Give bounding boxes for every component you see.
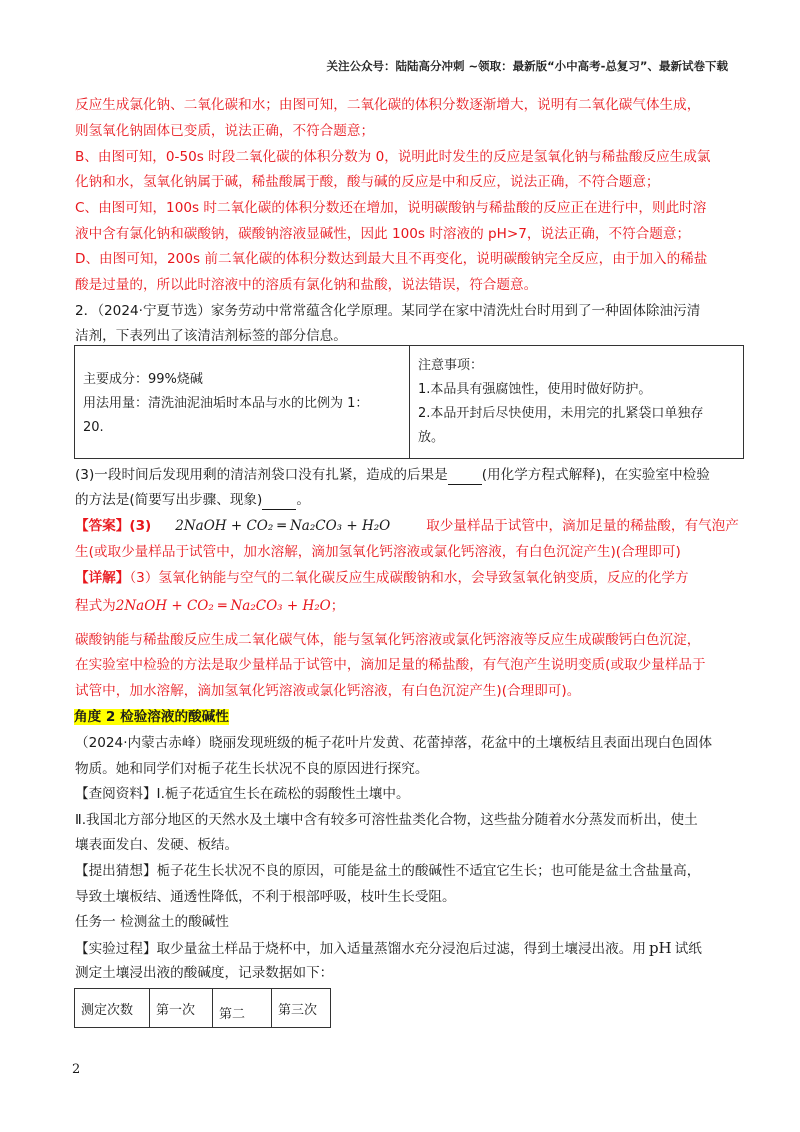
- page-header: 关注公众号：陆陆高分冲刺 ~领取：最新版“小中高考-总复习”、最新试卷下载: [326, 59, 728, 73]
- analysis-option-c: C、由图可知，100s 时二氧化碳的体积分数还在增加，说明碳酸钠与稀盐酸的反应正在进行中，则此时溶: [75, 200, 707, 216]
- detail-line: 【详解】（3）氢氧化钠能与空气的二氧化碳反应生成碳酸钠和水，会导致氢氧化钠变质，反应的化学方: [75, 570, 689, 586]
- question-2-part3: 的方法是(简要写出步骤、现象) 。: [75, 492, 310, 508]
- analysis-option-d: 酸是过量的，所以此时溶液中的溶质有氯化钠和盐酸，说法错误，符合题意。: [75, 277, 538, 293]
- analysis-line: 则氢氧化钠固体已变质，说法正确，不符合题意；: [75, 123, 375, 139]
- analysis-option-d: D、由图可知，200s 前二氧化碳的体积分数达到最大且不再变化，说明碳酸钠完全反应，由于加入的稀盐: [75, 251, 708, 267]
- analysis-option-b: 化钠和水，氢氧化钠属于碱，稀盐酸属于酸，酸与碱的反应是中和反应，说法正确，不符合题意；: [75, 174, 660, 190]
- angle2-guess: 【提出猜想】栀子花生长状况不良的原因，可能是盆土的酸碱性不适宜它生长；也可能是盆土含盐量高，: [75, 863, 701, 879]
- angle2-info: 壤表面发白、发硬、板结。: [75, 837, 239, 853]
- question-2-intro: 洁剂，下表列出了该清洁剂标签的部分信息。: [75, 328, 347, 344]
- detail-line: 程式为2NaOH + CO₂ ═ Na₂CO₃ + H₂O；: [75, 598, 345, 614]
- table-header-cell: 测定次数: [75, 989, 150, 1028]
- detail-line: 碳酸钠能与稀盐酸反应生成二氧化碳气体，能与氢氧化钙溶液或氯化钙溶液等反应生成碳酸钙白色沉淀，: [75, 632, 701, 648]
- question-2-intro: 2．（2024·宁夏节选）家务劳动中常常蕴含化学原理。某同学在家中清洗灶台时用到了一种固体除油污清: [75, 303, 701, 319]
- answer-line: 生(或取少量样品于试管中，加水溶解，滴加氢氧化钙溶液或氯化钙溶液，有白色沉淀产生)(合理即可): [75, 544, 681, 560]
- angle2-guess: 导致土壤板结、通透性降低，不利于根部呼吸，枝叶生长受阻。: [75, 889, 456, 905]
- question-2-part3: (3)一段时间后发现用剩的清洁剂袋口没有扎紧，造成的后果是 (用化学方程式解释)，在实验室中检验: [75, 467, 710, 483]
- angle2-info: 【查阅资料】Ⅰ.栀子花适宜生长在疏松的弱酸性土壤中。: [75, 786, 410, 802]
- analysis-line: 反应生成氯化钠、二氧化碳和水；由图可知，二氧化碳的体积分数逐渐增大，说明有二氧化碳气体生成，: [75, 97, 701, 113]
- answer-tag: 【答案】: [75, 518, 130, 534]
- table-header-cell: 第三次: [272, 989, 331, 1028]
- table-header-cell: 第一次: [150, 989, 213, 1028]
- label-ingredients-cell: 主要成分：99%烧碱 用法用量：清洗油泥油垢时本品与水的比例为 1： 20.: [75, 346, 410, 459]
- detail-line: 在实验室中检验的方法是取少量样品于试管中，滴加足量的稀盐酸，有气泡产生说明变质(或取少量样品于: [75, 657, 706, 673]
- chemical-equation: 2NaOH + CO₂ ═ Na₂CO₃ + H₂O: [115, 598, 331, 614]
- detail-tag: 【详解】: [75, 570, 130, 586]
- experiment-process: 【实验过程】取少量盆土样品于烧杯中，加入适量蒸馏水充分浸泡后过滤，得到土壤浸出液。用 pH 试纸: [75, 939, 702, 957]
- analysis-option-c: 液中含有氯化钠和碳酸钠，碳酸钠溶液显碱性，因此 100s 时溶液的 pH>7，说法正确，不符合题意；: [75, 226, 691, 242]
- table-header-cell: 第二: [213, 989, 272, 1028]
- angle2-intro: （2024·内蒙古赤峰）晓丽发现班级的栀子花叶片发黄、花蕾掉落，花盆中的土壤板结且表面出现白色固体: [75, 735, 713, 751]
- label-precautions-cell: 注意事项： 1.本品具有强腐蚀性，使用时做好防护。 2.本品开封后尽快使用，未用完的扎紧袋口单独存 放。: [410, 346, 744, 459]
- cleaner-label-table: [74, 345, 744, 459]
- chemical-equation: 2NaOH + CO₂ ═ Na₂CO₃ + H₂O: [175, 518, 391, 534]
- answer-line: 【答案】(3) 2NaOH + CO₂ ═ Na₂CO₃ + H₂O 取少量样品于试管中，滴加足量的稀盐酸，有气泡产: [75, 518, 739, 534]
- section-heading: 角度 2 检验溶液的酸碱性: [74, 709, 229, 725]
- angle2-info: Ⅱ.我国北方部分地区的天然水及土壤中含有较多可溶性盐类化合物，这些盐分随着水分蒸发而析出，使土: [75, 812, 698, 828]
- page-number: 2: [72, 1062, 81, 1077]
- task-title: 任务一 检测盆土的酸碱性: [75, 914, 229, 930]
- angle2-intro: 物质。她和同学们对栀子花生长状况不良的原因进行探究。: [75, 761, 429, 777]
- measurement-table: [74, 988, 331, 1028]
- detail-line: 试管中，加水溶解，滴加氢氧化钙溶液或氯化钙溶液，有白色沉淀产生)(合理即可)。: [75, 683, 581, 699]
- analysis-option-b: B、由图可知，0-50s 时段二氧化碳的体积分数为 0，说明此时发生的反应是氢氧化钠与稀盐酸反应生成氯: [75, 149, 711, 165]
- experiment-process: 测定土壤浸出液的酸碱度，记录数据如下：: [75, 965, 334, 981]
